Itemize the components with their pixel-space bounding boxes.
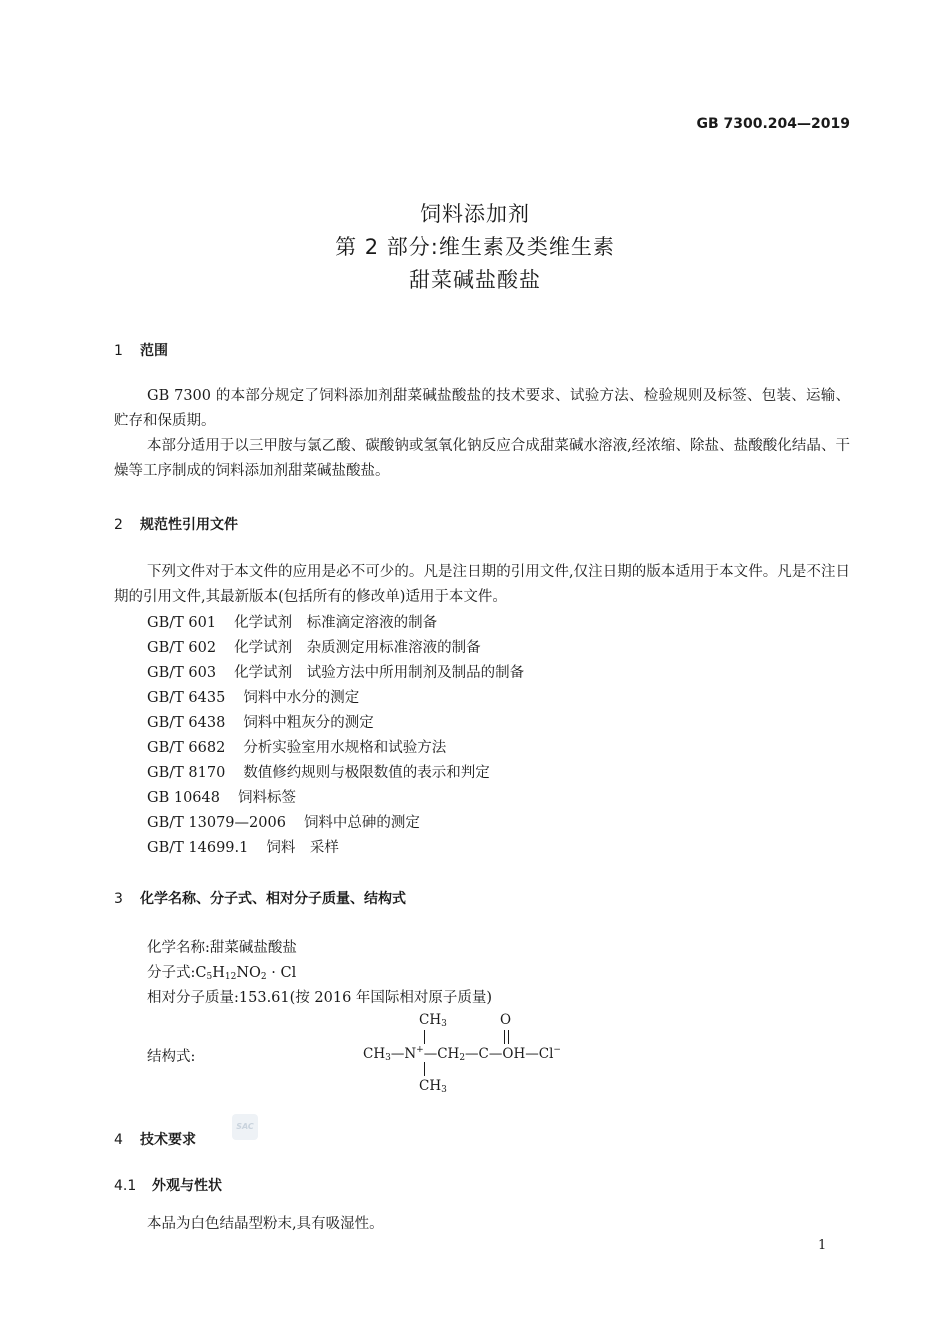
- section-number: 2: [114, 517, 123, 533]
- molecular-mass-line: [147, 986, 492, 1007]
- reference-item: [147, 611, 437, 632]
- reference-item: [147, 661, 524, 682]
- scope-paragraph-2: 本部分适用于以三甲胺与氯乙酸、碳酸钠或氢氧化钠反应合成甜菜碱水溶液,经浓缩、除盐、盐酸酸化结晶、干燥等工序制成的饲料添加剂甜菜碱盐酸盐。: [114, 438, 850, 479]
- reference-title: 饲料标签: [237, 790, 296, 806]
- section-title: 规范性引用文件: [140, 517, 238, 533]
- molecular-formula: $C_5H_{12}NO_2 \cdot Cl$: [195, 965, 297, 982]
- reference-item: [147, 761, 490, 782]
- structure-carbonyl-oxygen: O: [500, 1012, 512, 1028]
- reference-item: [147, 686, 359, 707]
- reference-code: GB/T 13079—2006: [147, 815, 286, 831]
- appearance-paragraph: 本品为白色结晶型粉末,具有吸湿性。: [147, 1216, 384, 1232]
- reference-code: GB/T 602: [147, 640, 217, 656]
- reference-title: 分析实验室用水规格和试验方法: [243, 740, 447, 756]
- reference-title: 数值修约规则与极限数值的表示和判定: [243, 765, 490, 781]
- sac-watermark: SAC: [232, 1114, 258, 1140]
- section-number: 1: [114, 343, 123, 359]
- bond-double-right: [508, 1030, 509, 1044]
- subsection-4-1-heading: [114, 1175, 222, 1195]
- bond-n-bottom: [424, 1062, 425, 1076]
- title-line-2: 第 2 部分:维生素及类维生素: [335, 235, 615, 259]
- structure-bottom-methyl: $CH_3$: [419, 1078, 447, 1095]
- reference-title: 饲料 采样: [266, 840, 339, 856]
- section-2-heading: [114, 514, 238, 534]
- mass-label: 相对分子质量:: [147, 990, 239, 1006]
- scope-paragraph-1: GB 7300 的本部分规定了饲料添加剂甜菜碱盐酸盐的技术要求、试验方法、检验规则及标签、包装、运输、贮存和保质期。: [114, 388, 850, 429]
- reference-title: 化学试剂 杂质测定用标准溶液的制备: [234, 640, 481, 656]
- reference-item: [147, 786, 296, 807]
- section-number: 3: [114, 891, 123, 907]
- bond-n-top: [424, 1030, 425, 1044]
- section-title: 化学名称、分子式、相对分子质量、结构式: [140, 891, 406, 907]
- reference-title: 化学试剂 试验方法中所用制剂及制品的制备: [234, 665, 525, 681]
- reference-item: [147, 811, 420, 832]
- refs-intro-paragraph: 下列文件对于本文件的应用是必不可少的。凡是注日期的引用文件,仅注日期的版本适用于本文件。凡是不注日期的引用文件,其最新版本(包括所有的修改单)适用于本文件。: [114, 564, 850, 605]
- formula-label: 分子式:: [147, 965, 196, 981]
- section-title: 范围: [140, 343, 168, 359]
- reference-code: GB/T 6438: [147, 715, 226, 731]
- reference-code: GB/T 6682: [147, 740, 226, 756]
- reference-code: GB/T 603: [147, 665, 217, 681]
- reference-title: 饲料中总砷的测定: [303, 815, 420, 831]
- chemical-name-line: [147, 936, 297, 957]
- reference-code: GB/T 8170: [147, 765, 226, 781]
- structure-top-methyl: $CH_3$: [419, 1012, 447, 1029]
- subsection-title: 外观与性状: [152, 1178, 222, 1194]
- bond-double-left: [504, 1030, 505, 1044]
- reference-code: GB/T 6435: [147, 690, 226, 706]
- title-line-1: 饲料添加剂: [420, 202, 530, 226]
- title-line-3: 甜菜碱盐酸盐: [409, 268, 541, 292]
- standard-number: GB 7300.204—2019: [696, 116, 850, 132]
- molecular-formula-line: [147, 961, 296, 982]
- reference-title: 化学试剂 标准滴定溶液的制备: [234, 615, 438, 631]
- structure-label: 结构式:: [147, 1049, 196, 1065]
- page-number: 1: [818, 1238, 827, 1253]
- reference-item: [147, 736, 446, 757]
- section-title: 技术要求: [140, 1132, 196, 1148]
- mass-value: 153.61(按 2016 年国际相对原子质量): [238, 990, 493, 1006]
- reference-item: [147, 836, 339, 857]
- reference-code: GB/T 14699.1: [147, 840, 249, 856]
- reference-code: GB/T 601: [147, 615, 217, 631]
- reference-item: [147, 711, 374, 732]
- section-3-heading: [114, 888, 406, 908]
- reference-item: [147, 636, 481, 657]
- reference-title: 饲料中粗灰分的测定: [243, 715, 374, 731]
- reference-code: GB 10648: [147, 790, 220, 806]
- chemical-name-value: 甜菜碱盐酸盐: [209, 940, 297, 956]
- subsection-number: 4.1: [114, 1178, 137, 1194]
- reference-title: 饲料中水分的测定: [243, 690, 360, 706]
- structure-main-chain: $CH_3—N^+—CH_2—C—OH—Cl^-$: [363, 1045, 561, 1063]
- chemical-name-label: 化学名称:: [147, 940, 210, 956]
- section-1-heading: [114, 340, 168, 360]
- section-number: 4: [114, 1132, 123, 1148]
- section-4-heading: [114, 1129, 196, 1149]
